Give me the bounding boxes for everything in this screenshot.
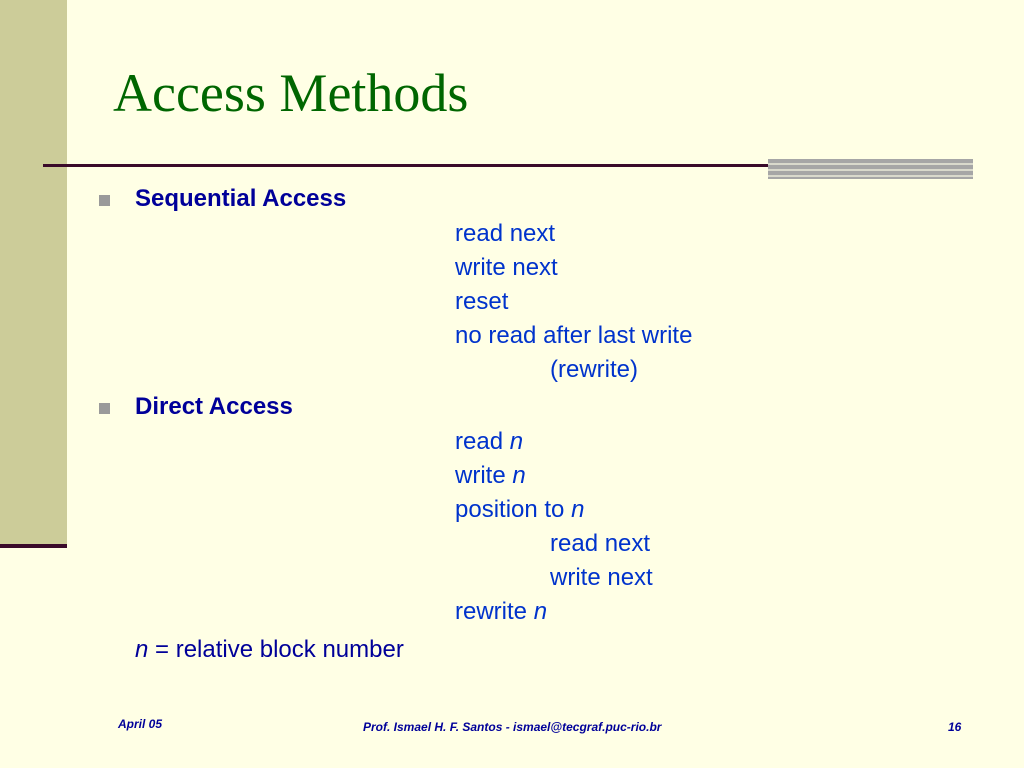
- seq-op-read-next: read next: [455, 220, 556, 247]
- direct-op-position-to-n: position to n: [455, 496, 585, 523]
- block-number-note: n = relative block number: [135, 636, 404, 663]
- footer-page-number: 16: [948, 720, 962, 734]
- direct-access-heading: Direct Access: [135, 393, 293, 420]
- footer-date: April 05: [118, 717, 163, 731]
- title-divider-accent: [768, 159, 973, 179]
- direct-op-rewrite-n: rewrite n: [455, 598, 548, 625]
- bullet-square-icon: [99, 403, 110, 414]
- title-divider: [43, 164, 769, 167]
- left-accent-underline: [0, 544, 67, 548]
- seq-op-reset: reset: [455, 288, 509, 315]
- left-accent-bar: [0, 0, 67, 546]
- seq-op-no-read: no read after last write: [455, 322, 693, 349]
- direct-op-write-next: write next: [550, 564, 653, 591]
- slide-title: Access Methods: [113, 63, 469, 123]
- seq-op-write-next: write next: [455, 254, 558, 281]
- direct-op-read-next: read next: [550, 530, 651, 557]
- bullet-square-icon: [99, 195, 110, 206]
- direct-op-read-n: read n: [455, 428, 524, 455]
- direct-op-write-n: write n: [455, 462, 526, 489]
- seq-op-rewrite: (rewrite): [550, 356, 638, 383]
- footer-author: Prof. Ismael H. F. Santos - ismael@tecgraf.puc-rio.br: [363, 720, 662, 734]
- sequential-access-heading: Sequential Access: [135, 185, 347, 212]
